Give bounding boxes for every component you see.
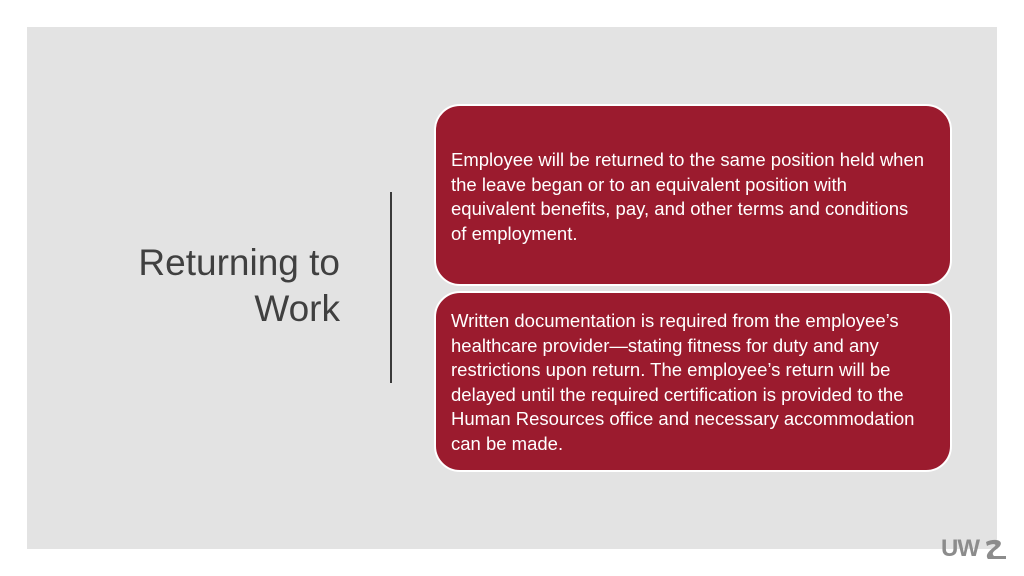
vertical-divider: [390, 192, 392, 383]
info-card-text: Written documentation is required from the employee’s healthcare provider—stating fitness for duty and any restrictions upon return. The employee’s return will be delayed until the required certification is provided to the Human Resources office and necessary accommodation can be made.: [451, 310, 915, 454]
logo-text: UW: [941, 535, 979, 560]
info-card-documentation: [434, 291, 952, 472]
slide-title: [40, 240, 340, 332]
slide-title-line-1: Returning to: [138, 242, 340, 283]
slide-title-line-2: Work: [254, 288, 340, 329]
info-card-position: [434, 104, 952, 286]
logo-mark: [986, 540, 1006, 559]
info-card-text: Employee will be returned to the same position held when the leave began or to an equivalent position with equivalent benefits, pay, and other terms and conditions of employment.: [451, 149, 925, 244]
uw-logo-icon: [940, 534, 1008, 560]
